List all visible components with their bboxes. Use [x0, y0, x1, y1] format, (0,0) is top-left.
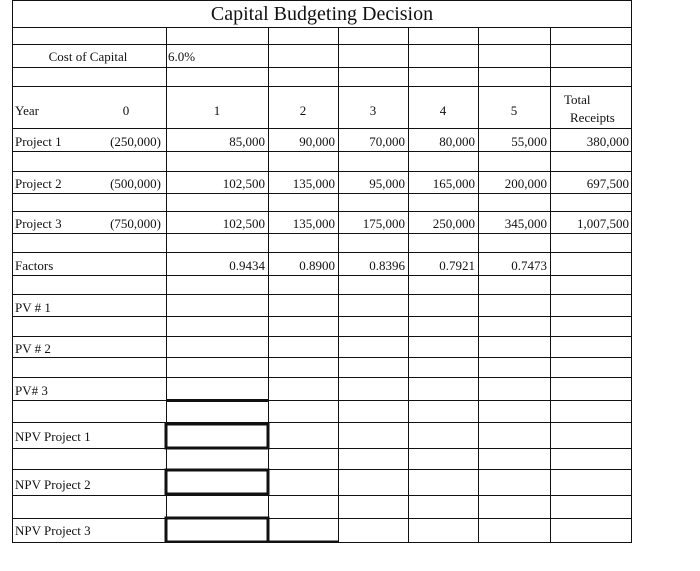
npv-project-1-input[interactable] — [166, 424, 268, 448]
year-4-header: 4 — [439, 103, 447, 118]
factor-year-3[interactable]: 0.8396 — [369, 258, 405, 273]
project-2-year-5[interactable]: 200,000 — [504, 176, 547, 191]
year-1-header: 1 — [213, 103, 221, 118]
project-3-year-0[interactable]: (750,000) — [110, 216, 161, 231]
year-2-header: 2 — [299, 103, 307, 118]
npv-project-1-label: NPV Project 1 — [15, 429, 91, 444]
project-2-year-2[interactable]: 135,000 — [292, 176, 335, 191]
project-1-year-3[interactable]: 70,000 — [369, 134, 405, 149]
project-3-year-3[interactable]: 175,000 — [362, 216, 405, 231]
project-3-label: Project 3 — [15, 216, 62, 231]
project-1-year-1[interactable]: 85,000 — [229, 134, 265, 149]
project-1-year-5[interactable]: 55,000 — [511, 134, 547, 149]
project-3-year-2[interactable]: 135,000 — [292, 216, 335, 231]
year-header: Year — [15, 103, 39, 118]
total-header-line2: Receipts — [570, 110, 615, 125]
project-1-year-4[interactable]: 80,000 — [439, 134, 475, 149]
project-3-year-5[interactable]: 345,000 — [504, 216, 547, 231]
year-0-header: 0 — [122, 103, 130, 118]
pv-2-label: PV # 2 — [15, 341, 51, 356]
total-header-line1: Total — [564, 92, 591, 107]
project-2-year-4[interactable]: 165,000 — [432, 176, 475, 191]
factor-year-1[interactable]: 0.9434 — [229, 258, 265, 273]
project-3-total[interactable]: 1,007,500 — [577, 216, 629, 231]
project-2-year-1[interactable]: 102,500 — [222, 176, 265, 191]
project-1-total[interactable]: 380,000 — [586, 134, 629, 149]
capital-budgeting-sheet — [12, 0, 632, 543]
project-1-year-0[interactable]: (250,000) — [110, 134, 161, 149]
factor-year-5[interactable]: 0.7473 — [511, 258, 547, 273]
factor-year-4[interactable]: 0.7921 — [439, 258, 475, 273]
year-5-header: 5 — [510, 103, 518, 118]
cost-of-capital-value[interactable]: 6.0% — [168, 49, 196, 64]
npv-project-3-input[interactable] — [166, 518, 268, 542]
factors-label: Factors — [15, 258, 54, 273]
project-1-label: Project 1 — [15, 134, 62, 149]
project-1-year-2[interactable]: 90,000 — [299, 134, 335, 149]
pv-1-label: PV # 1 — [15, 300, 51, 315]
npv-project-2-input[interactable] — [166, 470, 268, 494]
pv-3-label: PV# 3 — [15, 383, 48, 398]
project-2-year-0[interactable]: (500,000) — [110, 176, 161, 191]
project-2-label: Project 2 — [15, 176, 62, 191]
project-2-year-3[interactable]: 95,000 — [369, 176, 405, 191]
npv-project-3-label: NPV Project 3 — [15, 523, 91, 538]
npv-project-2-label: NPV Project 2 — [15, 477, 91, 492]
project-3-year-4[interactable]: 250,000 — [432, 216, 475, 231]
sheet-title: Capital Budgeting Decision — [210, 3, 434, 25]
cost-of-capital-label: Cost of Capital — [48, 49, 128, 64]
year-3-header: 3 — [369, 103, 377, 118]
project-2-total[interactable]: 697,500 — [586, 176, 629, 191]
project-3-year-1[interactable]: 102,500 — [222, 216, 265, 231]
factor-year-2[interactable]: 0.8900 — [299, 258, 335, 273]
